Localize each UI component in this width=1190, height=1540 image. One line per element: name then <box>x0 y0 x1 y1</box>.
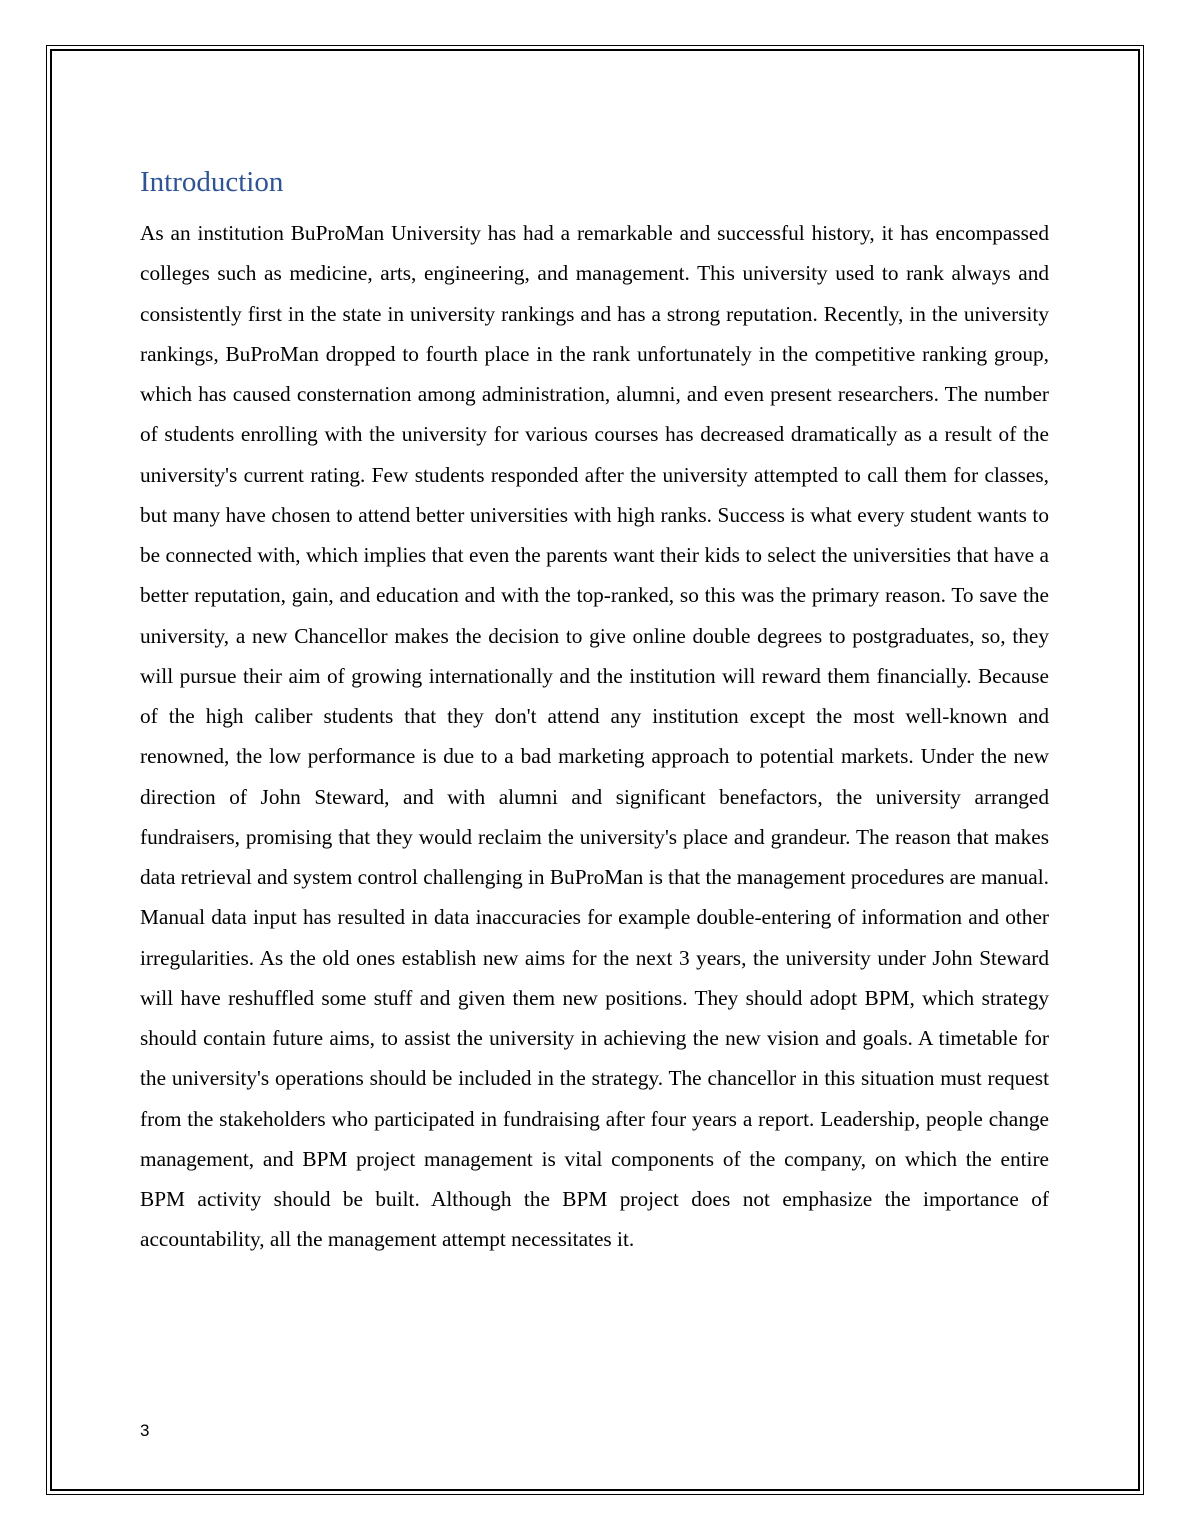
body-paragraph: As an institution BuProMan University has had a remarkable and successful history, it has encompassed colleges such as medicine, arts, engineering, and management. This university used to rank always and consistently first in the state in university rankings and has a strong reputation. Recently, in the university rankings, BuProMan dropped to fourth place in the rank unfortunately in the competitive ranking group, which has caused consternation among administration, alumni, and even present researchers. The number of students enrolling with the university for various courses has decreased dramatically as a result of the university's current rating. Few students responded after the university attempted to call them for classes, but many have chosen to attend better universities with high ranks. Success is what every student wants to be connected with, which implies that even the parents want their kids to select the universities that have a better reputation, gain, and education and with the top-ranked, so this was the primary reason. To save the university, a new Chancellor makes the decision to give online double degrees to postgraduates, so, they will pursue their aim of growing internationally and the institution will reward them financially. Because of the high caliber students that they don't attend any institution except the most well-known and renowned, the low performance is due to a bad marketing approach to potential markets. Under the new direction of John Steward, and with alumni and significant benefactors, the university arranged fundraisers, promising that they would reclaim the university's place and grandeur. The reason that makes data retrieval and system control challenging in BuProMan is that the management procedures are manual. Manual data input has resulted in data inaccuracies for example double-entering of information and other irregularities. As the old ones establish new aims for the next 3 years, the university under John Steward will have reshuffled some stuff and given them new positions. They should adopt BPM, which strategy should contain future aims, to assist the university in achieving the new vision and goals. A timetable for the university's operations should be included in the strategy. The chancellor in this situation must request from the stakeholders who participated in fundraising after four years a report. Leadership, people change management, and BPM project management is vital components of the company, on which the entire BPM activity should be built. Although the BPM project does not emphasize the importance of accountability, all the management attempt necessitates it. <box>140 221 1049 1252</box>
section-heading: Introduction <box>140 166 284 198</box>
page-content <box>140 160 1049 1260</box>
page-number: 3 <box>140 1421 150 1440</box>
